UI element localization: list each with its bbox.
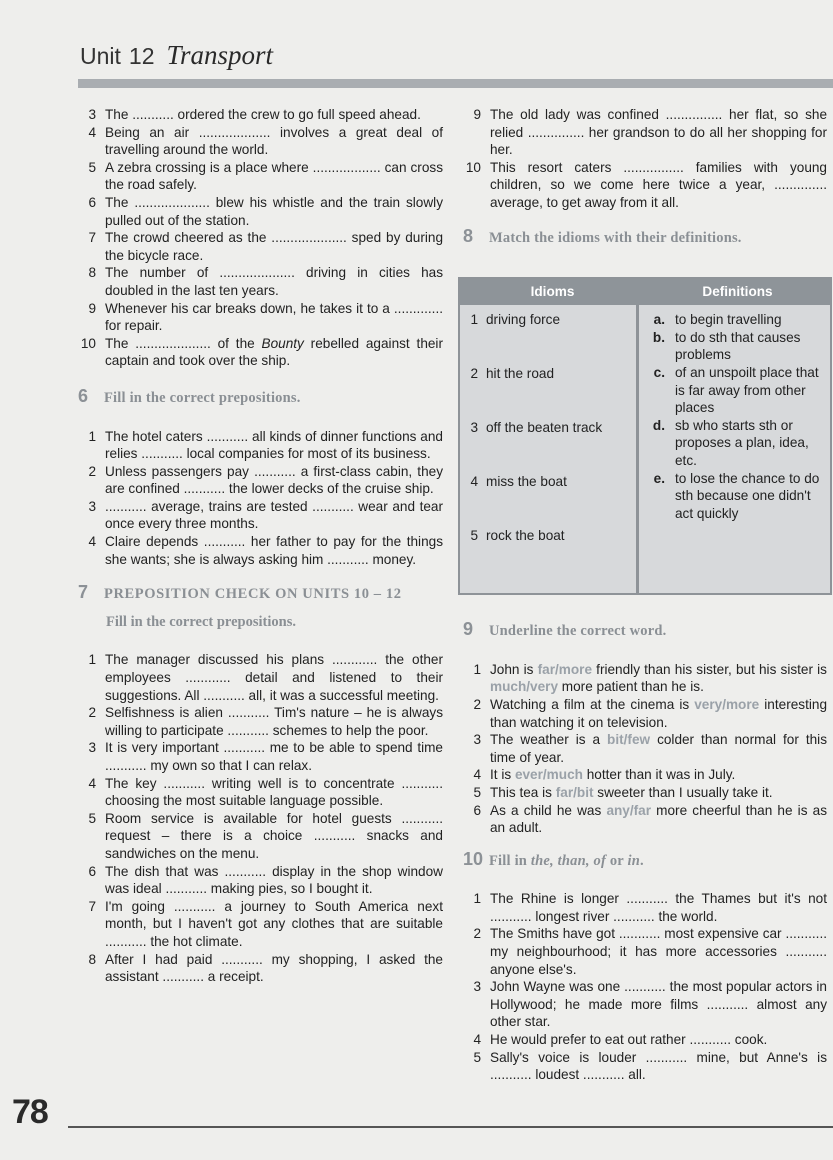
item-text bbox=[490, 661, 827, 696]
item-text-part: interesting than watching it on television. bbox=[490, 696, 828, 730]
item-text-part: The weather is a bbox=[490, 732, 608, 748]
item-text: Selfishness is alien ........... Tim's nature – he is always willing to participate ........... schemes to help the poor. bbox=[105, 705, 443, 738]
idiom-number: 4 bbox=[470, 474, 478, 490]
word-choice[interactable]: far/bit bbox=[555, 784, 594, 800]
left-column bbox=[78, 106, 443, 986]
exercise-number: 6 bbox=[78, 385, 89, 406]
item-number: 5 bbox=[88, 159, 96, 175]
item-text: The Smiths have got ........... most expensive car ........... my neighbourhood; it has more accessories ........... anyone else's. bbox=[490, 926, 827, 977]
item-number: 6 bbox=[473, 802, 481, 818]
definitions-list bbox=[636, 305, 830, 593]
definition-text: of an unspoilt place that is far away from other places bbox=[675, 364, 819, 416]
item-number: 3 bbox=[473, 979, 481, 995]
definition-text: sb who starts sth or proposes a plan, idea, etc. bbox=[675, 417, 809, 468]
idiom-text: hit the road bbox=[486, 366, 555, 382]
item-text: I'm going ........... a journey to South America next month, but I haven't got any clothes that are suitable ........... the hot climate. bbox=[105, 898, 443, 949]
item-number: 2 bbox=[88, 463, 96, 479]
table-header bbox=[460, 279, 830, 305]
item-text: Being an air ................... involves a great deal of travelling around the world. bbox=[105, 124, 443, 158]
ship-name: Bounty bbox=[261, 335, 304, 351]
idiom-text: miss the boat bbox=[486, 474, 567, 490]
item-text bbox=[490, 802, 827, 837]
list-item bbox=[78, 775, 443, 810]
word-choice[interactable]: bit/few bbox=[607, 732, 651, 748]
item-number: 1 bbox=[88, 652, 96, 668]
item-number: 2 bbox=[473, 926, 481, 942]
item-text: After I had paid ........... my shopping, I asked the assistant ........... a receipt. bbox=[105, 951, 443, 985]
exercise-heading bbox=[463, 621, 827, 641]
item-text-part: hotter than it was in July. bbox=[582, 767, 736, 783]
list-item bbox=[78, 463, 443, 498]
list-item bbox=[463, 802, 827, 837]
idioms-list bbox=[460, 305, 636, 593]
item-number: 7 bbox=[88, 898, 96, 914]
item-text-part: John is bbox=[490, 661, 538, 677]
item-number: 3 bbox=[88, 107, 96, 122]
list-item bbox=[78, 159, 443, 194]
title-part: Fill in bbox=[489, 852, 531, 869]
column-header-idioms: Idioms bbox=[530, 284, 575, 300]
definition-text: to lose the chance to do sth because one didn't act quickly bbox=[675, 470, 820, 521]
list-item bbox=[78, 533, 443, 568]
idiom-number: 1 bbox=[470, 312, 478, 328]
item-text: The key ........... writing well is to concentrate ........... choosing the most suitable language possible. bbox=[105, 775, 443, 809]
definition-row bbox=[639, 470, 826, 523]
item-number: 9 bbox=[473, 107, 481, 122]
exercise-heading bbox=[463, 225, 827, 248]
item-text bbox=[490, 766, 827, 784]
word-choice[interactable]: very/more bbox=[694, 696, 760, 712]
item-text: John Wayne was one ........... the most popular actors in Hollywood; he made more films ........... almost any other star. bbox=[490, 979, 827, 1030]
item-text: He would prefer to eat out rather ........... cook. bbox=[490, 1032, 768, 1048]
item-text: The manager discussed his plans ............ the other employees ............ detail and listened to their suggestions. All ........... all, it was a successful meeting. bbox=[105, 652, 443, 703]
list-item bbox=[78, 428, 443, 463]
unit-title: Transport bbox=[166, 40, 274, 70]
item-number: 1 bbox=[473, 661, 481, 677]
word-choice[interactable]: much/very bbox=[490, 679, 559, 695]
item-text-part: Watching a film at the cinema is bbox=[490, 696, 695, 712]
item-number: 5 bbox=[473, 1049, 481, 1065]
idiom-row bbox=[460, 311, 636, 365]
list-item bbox=[78, 229, 443, 264]
list-item bbox=[78, 810, 443, 863]
right-column bbox=[463, 106, 827, 1084]
word-choice[interactable]: ever/much bbox=[514, 767, 583, 783]
list-item bbox=[78, 951, 443, 986]
item-text: ........... average, trains are tested ........... wear and tear once every three months. bbox=[105, 498, 443, 532]
list-item bbox=[463, 766, 827, 784]
idioms-table bbox=[458, 277, 832, 595]
list-item bbox=[78, 704, 443, 739]
definition-text: to begin travelling bbox=[675, 312, 782, 328]
item-number: 1 bbox=[473, 891, 481, 907]
list-item bbox=[463, 1049, 827, 1084]
exercise-subtitle: Fill in the correct prepositions. bbox=[106, 613, 296, 630]
idiom-text: driving force bbox=[486, 312, 561, 328]
list-item bbox=[78, 898, 443, 951]
definition-letter: d. bbox=[652, 417, 665, 433]
item-number: 5 bbox=[473, 784, 481, 800]
item-text: The crowd cheered as the .................... sped by during the bicycle race. bbox=[105, 230, 443, 263]
item-text: The .................... blew his whistle and the train slowly pulled out of the station. bbox=[105, 194, 443, 228]
item-text-part: It is bbox=[490, 767, 515, 783]
item-number: 5 bbox=[88, 810, 96, 826]
list-item bbox=[78, 863, 443, 898]
list-item bbox=[463, 978, 827, 1031]
item-text: A zebra crossing is a place where .................. can cross the road safely. bbox=[105, 159, 443, 193]
table-body bbox=[460, 305, 830, 593]
list-item bbox=[78, 300, 443, 335]
item-number: 7 bbox=[88, 230, 96, 246]
definition-row bbox=[639, 417, 826, 470]
unit-header bbox=[80, 40, 273, 74]
item-text: Unless passengers pay ........... a first-class cabin, they are confined ........... the lower decks of the cruise ship. bbox=[105, 463, 443, 497]
item-text bbox=[490, 731, 827, 766]
page-number: 78 bbox=[12, 1093, 48, 1131]
item-number: 10 bbox=[80, 335, 96, 351]
item-text-part: rebelled against their captain and took over the ship. bbox=[105, 335, 443, 369]
list-item bbox=[463, 661, 827, 696]
item-text: The hotel caters ........... all kinds of dinner functions and relies ........... local companies for most of its business. bbox=[105, 428, 443, 462]
header-rule bbox=[78, 79, 833, 88]
item-text bbox=[490, 696, 827, 731]
idiom-row bbox=[460, 473, 636, 527]
item-number: 6 bbox=[88, 194, 96, 210]
title-italic-part: the, than, of bbox=[530, 852, 607, 869]
list-item bbox=[78, 739, 443, 774]
item-text: It is very important ........... me to be able to spend time ........... my own so that I can relax. bbox=[105, 740, 443, 773]
list-item bbox=[463, 106, 827, 159]
item-text-part: sweeter than I usually take it. bbox=[593, 784, 773, 800]
footer-rule bbox=[68, 1126, 833, 1128]
item-number: 3 bbox=[88, 740, 96, 756]
exercise-9-items bbox=[463, 661, 827, 837]
exercise-title: Fill in the correct prepositions. bbox=[104, 389, 301, 406]
item-text: Whenever his car breaks down, he takes it to a ............. for repair. bbox=[105, 300, 443, 334]
item-number: 10 bbox=[465, 159, 481, 175]
item-number: 8 bbox=[88, 951, 96, 967]
idiom-number: 5 bbox=[470, 528, 478, 544]
item-number: 4 bbox=[88, 775, 96, 791]
item-number: 3 bbox=[473, 732, 481, 748]
item-number: 8 bbox=[88, 265, 96, 281]
item-number: 4 bbox=[473, 767, 481, 783]
idiom-number: 2 bbox=[470, 366, 478, 382]
exercise-number: 7 bbox=[78, 582, 89, 603]
item-text-part: more cheerful than he is as an adult. bbox=[490, 802, 828, 836]
definition-row bbox=[639, 311, 826, 329]
item-text bbox=[105, 335, 443, 370]
item-text: The old lady was confined ............... her flat, so she relied ............... her grandson to do all her shopping for her. bbox=[490, 107, 827, 158]
idiom-row bbox=[460, 365, 636, 419]
unit-label: Unit bbox=[80, 43, 121, 69]
list-item bbox=[463, 784, 827, 802]
item-number: 4 bbox=[473, 1032, 481, 1048]
list-item bbox=[463, 890, 827, 925]
item-text-part: As a child he was bbox=[490, 802, 607, 818]
item-number: 2 bbox=[473, 696, 481, 712]
idiom-row bbox=[460, 527, 636, 581]
idiom-number: 3 bbox=[470, 420, 478, 436]
item-text: The dish that was ........... display in the shop window was ideal ........... making pies, so I bought it. bbox=[105, 863, 443, 897]
exercise-number: 10 bbox=[463, 848, 484, 869]
list-item bbox=[78, 194, 443, 229]
definition-letter: c. bbox=[653, 364, 665, 380]
item-text: This resort caters ................ families with young children, so we come here twice a year, .............. average, to get away from it all. bbox=[490, 159, 827, 210]
item-text: Sally's voice is louder ........... mine, but Anne's is ........... loudest ........... all. bbox=[490, 1049, 827, 1083]
list-item bbox=[78, 124, 443, 159]
list-item bbox=[463, 731, 827, 766]
item-text-part: This tea is bbox=[490, 784, 556, 800]
item-text-part: The .................... of the bbox=[105, 335, 262, 351]
definition-text: to do sth that causes problems bbox=[675, 329, 801, 363]
exercise-number: 9 bbox=[463, 619, 474, 640]
item-text-part: colder than normal for this time of year. bbox=[490, 732, 827, 765]
exercise-heading bbox=[78, 385, 443, 408]
definition-row bbox=[639, 364, 826, 417]
exercise-title bbox=[489, 853, 644, 871]
list-item bbox=[463, 159, 827, 212]
item-text: Claire depends ........... her father to pay for the things she wants; she is always asking him ........... money. bbox=[105, 534, 443, 567]
list-item bbox=[78, 106, 443, 124]
item-number: 6 bbox=[88, 863, 96, 879]
list-item bbox=[463, 925, 827, 978]
exercise-heading bbox=[463, 848, 827, 871]
item-text: The ........... ordered the crew to go full speed ahead. bbox=[105, 107, 421, 122]
list-item bbox=[78, 264, 443, 299]
word-choice[interactable]: any/far bbox=[606, 802, 652, 818]
exercise-title: Match the idioms with their definitions. bbox=[489, 229, 742, 246]
item-number: 3 bbox=[88, 498, 96, 514]
list-item bbox=[78, 651, 443, 704]
exercise-title: Underline the correct word. bbox=[489, 623, 667, 640]
title-italic-part: in bbox=[627, 852, 640, 869]
item-number: 2 bbox=[88, 705, 96, 721]
exercise-heading bbox=[78, 584, 443, 604]
exercise-title: PREPOSITION CHECK ON UNITS 10 – 12 bbox=[104, 586, 402, 603]
list-item bbox=[78, 498, 443, 533]
list-item bbox=[78, 335, 443, 370]
item-number: 1 bbox=[88, 428, 96, 444]
idiom-text: off the beaten track bbox=[486, 420, 603, 436]
item-text: Room service is available for hotel guests ........... request – there is a choice ........... snacks and sandwiches on the menu. bbox=[105, 810, 443, 861]
title-part: . bbox=[640, 852, 644, 869]
item-text: The number of .................... driving in cities has doubled in the last ten years. bbox=[105, 265, 443, 298]
item-text: The Rhine is longer ........... the Thames but it's not ........... longest river ........... the world. bbox=[490, 891, 827, 924]
definition-letter: b. bbox=[652, 329, 665, 345]
definition-row bbox=[639, 329, 826, 364]
item-number: 4 bbox=[88, 534, 96, 550]
title-part: or bbox=[606, 852, 628, 869]
unit-number: 12 bbox=[128, 43, 155, 69]
definition-letter: e. bbox=[653, 470, 665, 486]
list-item bbox=[463, 696, 827, 731]
item-text-part: more patient than he is. bbox=[558, 679, 704, 695]
list-item bbox=[463, 1031, 827, 1049]
definition-letter: a. bbox=[653, 312, 665, 328]
item-number: 4 bbox=[88, 124, 96, 140]
column-header-definitions: Definitions bbox=[702, 284, 773, 300]
item-text bbox=[490, 784, 827, 802]
item-text-part: friendly than his sister, but his sister is bbox=[592, 661, 827, 677]
idiom-text: rock the boat bbox=[486, 528, 565, 544]
exercise-number: 8 bbox=[463, 225, 474, 246]
idiom-row bbox=[460, 419, 636, 473]
item-number: 9 bbox=[88, 300, 96, 316]
word-choice[interactable]: far/more bbox=[537, 661, 593, 677]
